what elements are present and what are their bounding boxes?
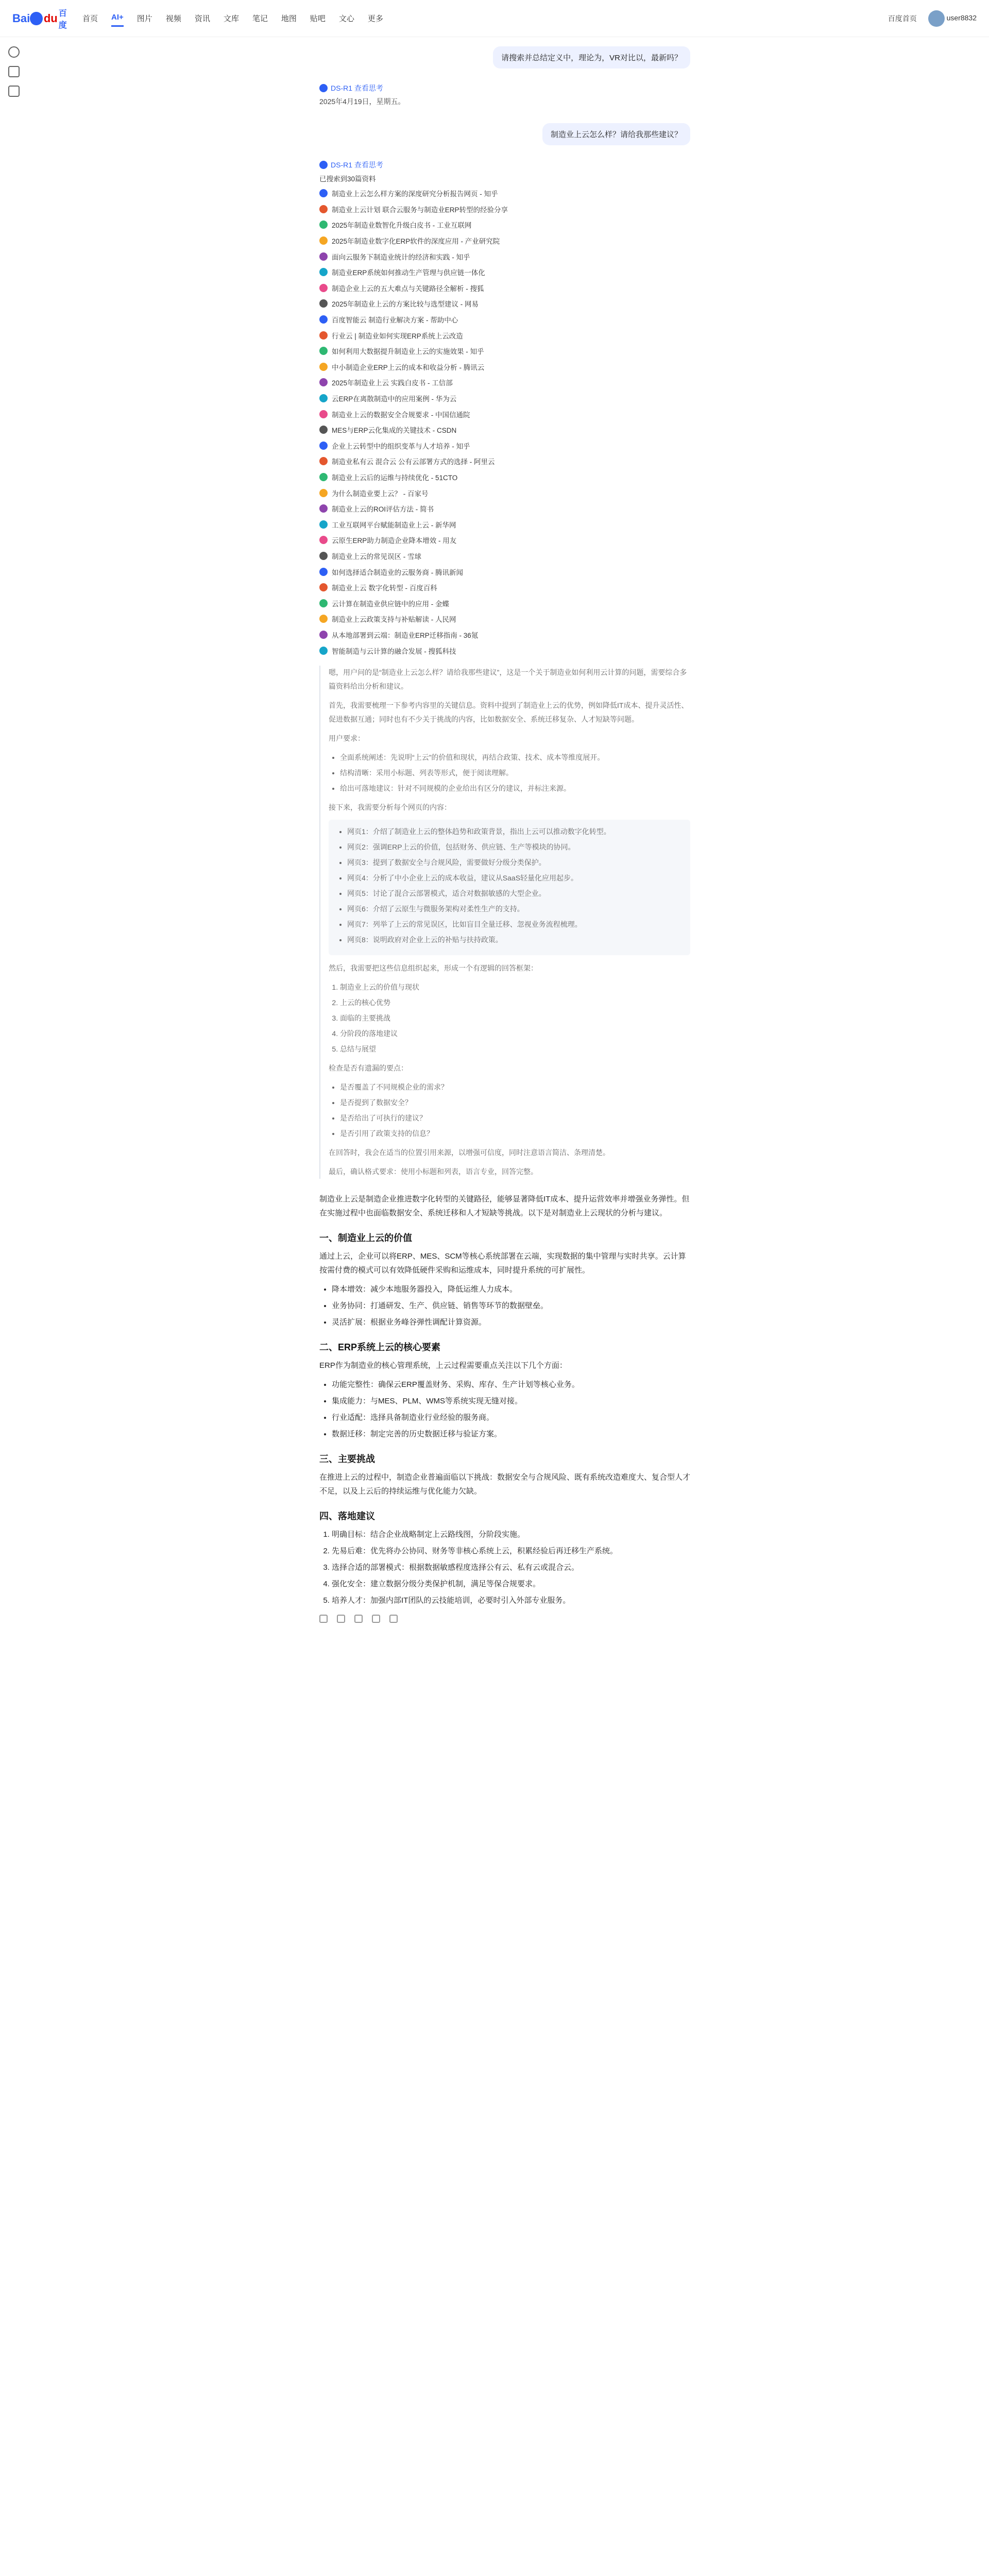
history-icon[interactable] [8, 66, 20, 77]
reference-item[interactable] [319, 312, 690, 328]
site-favicon-icon [319, 205, 328, 213]
nav-item[interactable]: 笔记 [252, 14, 268, 23]
reference-item[interactable] [319, 627, 690, 643]
section-list [332, 1528, 690, 1607]
reference-item[interactable] [319, 391, 690, 406]
think-list-item: 1. 制造业上云的价值与现状 [340, 980, 690, 994]
section-list-item: 1. 明确目标：结合企业战略制定上云路线图，分阶段实施。 [332, 1528, 690, 1541]
refs-title: 已搜索到30篇资料 [319, 175, 376, 183]
site-favicon-icon [319, 315, 328, 324]
think-paragraph: 在回答时，我会在适当的位置引用来源，以增强可信度，同时注意语言简洁、条理清楚。 [329, 1148, 610, 1157]
nav-item[interactable]: 更多 [367, 14, 383, 23]
think-paragraph: 接下来，我需要分析每个网页的内容： [329, 803, 451, 811]
site-favicon-icon [319, 568, 328, 576]
think-list-item: • 网页2：强调ERP上云的价值，包括财务、供应链、生产等模块的协同。 [347, 840, 683, 854]
think-list-item: • 给出可落地建议：针对不同规模的企业给出有区分的建议，并标注来源。 [340, 782, 690, 795]
site-favicon-icon [319, 284, 328, 292]
reference-title: 为什么制造业要上云？ - 百家号 [332, 489, 429, 498]
username: user8832 [946, 13, 977, 22]
reference-title: 云原生ERP助力制造企业降本增效 - 用友 [332, 537, 457, 545]
conversation [319, 41, 690, 1623]
think-list-item: • 全面系统阐述：先说明“上云”的价值和现状，再结合政策、技术、成本等维度展开。 [340, 751, 690, 765]
reference-title: 面向云服务下制造业统计的经济和实践 - 知乎 [332, 253, 470, 261]
reference-item[interactable] [319, 406, 690, 422]
think-list-item: • 是否提到了数据安全？ [340, 1096, 690, 1110]
section-heading: 四、落地建议 [319, 1511, 375, 1521]
nav-item[interactable]: 文库 [223, 14, 239, 23]
think-list [340, 751, 690, 795]
section-heading: 一、制造业上云的价值 [319, 1232, 412, 1243]
reference-item[interactable] [319, 217, 690, 233]
reference-item[interactable] [319, 595, 690, 611]
reference-item[interactable] [319, 359, 690, 375]
reference-title: 2025年制造业上云 实践白皮书 - 工信部 [332, 379, 453, 387]
think-paragraph: 用户要求： [329, 734, 365, 742]
think-toggle[interactable] [319, 160, 690, 170]
reference-item[interactable] [319, 516, 690, 532]
think-label: DS-R1 查看思考 [331, 161, 383, 169]
section-list-item: • 数据迁移：制定完善的历史数据迁移与验证方案。 [332, 1427, 690, 1441]
reference-item[interactable] [319, 201, 690, 217]
reference-title: 智能制造与云计算的融合发展 - 搜狐科技 [332, 647, 456, 655]
left-rail [8, 46, 23, 97]
nav-item[interactable]: 贴吧 [310, 14, 326, 23]
section-list [332, 1378, 690, 1441]
nav-item[interactable]: 图片 [137, 14, 152, 23]
section-list-item: 2. 先易后难：优先将办公协同、财务等非核心系统上云，积累经验后再迁移生产系统。 [332, 1544, 690, 1558]
site-favicon-icon [319, 189, 328, 197]
reference-title: 制造业上云的常见误区 - 雪球 [332, 552, 421, 561]
section-paragraph: ERP作为制造业的核心管理系统，上云过程需要重点关注以下几个方面： [319, 1361, 567, 1370]
section-heading: 二、ERP系统上云的核心要素 [319, 1342, 441, 1352]
site-favicon-icon [319, 457, 328, 465]
think-list-item: 5. 总结与展望 [340, 1042, 690, 1056]
regenerate-icon[interactable] [337, 1615, 345, 1623]
copy-icon[interactable] [319, 1615, 328, 1623]
section-list-item: 3. 选择合适的部署模式：根据数据敏感程度选择公有云、私有云或混合云。 [332, 1561, 690, 1574]
section-heading: 三、主要挑战 [319, 1453, 375, 1464]
site-favicon-icon [319, 631, 328, 639]
think-list-item: • 网页3：提到了数据安全与合规风险，需要做好分级分类保护。 [347, 856, 683, 870]
reference-title: 如何利用大数据提升制造业上云的实施效果 - 知乎 [332, 348, 484, 356]
site-favicon-icon [319, 615, 328, 623]
site-favicon-icon [319, 236, 328, 245]
thumb-down-icon[interactable] [372, 1615, 380, 1623]
think-list-item: • 是否引用了政策支持的信息？ [340, 1127, 690, 1141]
reference-title: 制造业上云怎么样方案的深度研究分析报告网页 - 知乎 [332, 190, 498, 198]
reference-item[interactable] [319, 469, 690, 485]
think-highlight [329, 820, 690, 955]
answer-intro: 制造业上云是制造企业推进数字化转型的关键路径，能够显著降低IT成本、提升运营效率并增强业务弹性。但在实施过程中也面临数据安全、系统迁移和人才短缺等挑战。以下是对制造业上云现状的分析与建议。 [319, 1194, 690, 1217]
site-favicon-icon [319, 394, 328, 402]
think-paragraph: 然后，我需要把这些信息组织起来，形成一个有逻辑的回答框架： [329, 963, 538, 972]
site-favicon-icon [319, 504, 328, 513]
reference-title: 企业上云转型中的组织变革与人才培养 - 知乎 [332, 442, 470, 450]
think-list-item: • 网页6：介绍了云原生与微服务架构对柔性生产的支持。 [347, 902, 683, 916]
collection-icon[interactable] [8, 86, 20, 97]
site-favicon-icon [319, 347, 328, 355]
reference-title: 2025年制造业数字化ERP软件的深度应用 - 产业研究院 [332, 238, 500, 246]
reference-title: 如何选择适合制造业的云服务商 - 腾讯新闻 [332, 568, 463, 577]
reference-item[interactable] [319, 532, 690, 548]
share-icon[interactable] [389, 1615, 398, 1623]
site-favicon-icon [319, 221, 328, 229]
think-paragraph: 最后，确认格式要求：使用小标题和列表，语言专业，回答完整。 [329, 1167, 538, 1176]
reference-title: 行业云 | 制造业如何实现ERP系统上云改造 [332, 332, 463, 340]
top-bar [0, 0, 989, 37]
nav-item[interactable]: 视频 [165, 14, 181, 23]
reference-item[interactable] [319, 375, 690, 391]
think-list-item: 4. 分阶段的落地建议 [340, 1027, 690, 1041]
reference-item[interactable] [319, 611, 690, 627]
section-paragraph: 通过上云，企业可以将ERP、MES、SCM等核心系统部署在云端，实现数据的集中管理与实时共享。云计算按需付费的模式可以有效降低硬件采购和运维成本，同时提升系统的可扩展性。 [319, 1251, 686, 1275]
nav-item[interactable]: 资讯 [194, 14, 210, 23]
user-message: 制造业上云怎么样？请给我那些建议？ [542, 123, 690, 145]
site-favicon-icon [319, 378, 328, 386]
think-list [347, 825, 683, 947]
reference-title: MES与ERP云化集成的关键技术 - CSDN [332, 427, 457, 435]
reference-title: 制造业上云计划 联合云服务与制造业ERP转型的经验分享 [332, 206, 508, 214]
header-right [888, 10, 977, 27]
site-favicon-icon [319, 536, 328, 544]
reference-title: 工业互联网平台赋能制造业上云 - 新华网 [332, 521, 456, 529]
logo-text-du: du [43, 11, 58, 25]
think-list-item: • 网页1：介绍了制造业上云的整体趋势和政策背景，指出上云可以推动数字化转型。 [347, 825, 683, 839]
nav-item[interactable]: 文心 [338, 14, 354, 23]
think-toggle[interactable] [319, 83, 690, 93]
site-favicon-icon [319, 410, 328, 418]
think-paragraph: 嗯，用户问的是“制造业上云怎么样？请给我那些建议”，这是一个关于制造业如何利用云计算的问题，需要综合多篇资料给出分析和建议。 [329, 668, 687, 690]
site-favicon-icon [319, 268, 328, 276]
section-list-item: 4. 强化安全：建立数据分级分类保护机制，满足等保合规要求。 [332, 1577, 690, 1591]
answer-text: 2025年4月19日，星期五。 [319, 97, 405, 106]
reference-item[interactable] [319, 485, 690, 501]
baidu-home-link[interactable]: 百度首页 [888, 14, 917, 23]
reference-item[interactable] [319, 564, 690, 580]
avatar [928, 10, 945, 27]
reference-title: 中小制造企业ERP上云的成本和收益分析 - 腾讯云 [332, 363, 485, 371]
baidu-logo[interactable] [12, 7, 74, 30]
model-icon [319, 84, 328, 92]
think-list-item: 2. 上云的核心优势 [340, 996, 690, 1010]
think-list-item: 3. 面临的主要挑战 [340, 1011, 690, 1025]
think-list-item: • 网页4：分析了中小企业上云的成本收益，建议从SaaS轻量化应用起步。 [347, 871, 683, 885]
think-paragraph: 检查是否有遗漏的要点： [329, 1063, 408, 1072]
reference-title: 制造业上云政策支持与补贴解读 - 人民网 [332, 616, 456, 624]
answer-toolbar [319, 1615, 690, 1623]
section-paragraph: 在推进上云的过程中，制造企业普遍面临以下挑战：数据安全与合规风险、既有系统改造难度大、复合型人才不足，以及上云后的持续运维与优化能力欠缺。 [319, 1472, 691, 1496]
site-favicon-icon [319, 552, 328, 560]
nav-item[interactable]: 首页 [82, 14, 98, 23]
user-menu[interactable] [928, 10, 977, 27]
reference-title: 制造业私有云 混合云 公有云部署方式的选择 - 阿里云 [332, 458, 495, 466]
reference-item[interactable] [319, 185, 690, 201]
reference-title: 制造业上云 数字化转型 - 百度百科 [332, 584, 437, 592]
site-favicon-icon [319, 426, 328, 434]
paw-icon [30, 12, 43, 25]
reference-item[interactable] [319, 642, 690, 658]
reference-item[interactable] [319, 343, 690, 359]
reference-item[interactable] [319, 422, 690, 438]
section-list-item: 5. 培养人才：加强内部IT团队的云技能培训，必要时引入外部专业服务。 [332, 1594, 690, 1607]
think-list [340, 1080, 690, 1141]
logo-text-baidu: 百度 [58, 9, 67, 30]
user-message: 请搜索并总结定义中，理论为，VR对比以，最新吗？ [493, 46, 690, 69]
reference-title: 制造业上云后的运维与持续优化 - 51CTO [332, 473, 458, 482]
site-favicon-icon [319, 520, 328, 529]
thumb-up-icon[interactable] [354, 1615, 363, 1623]
model-icon [319, 161, 328, 169]
site-favicon-icon [319, 299, 328, 308]
site-favicon-icon [319, 647, 328, 655]
think-process [319, 666, 690, 1179]
reference-title: 制造业上云的数据安全合规要求 - 中国信通院 [332, 411, 470, 419]
reference-item[interactable] [319, 327, 690, 343]
section-list-item: • 降本增效：减少本地服务器投入，降低运维人力成本。 [332, 1282, 690, 1296]
think-label: DS-R1 查看思考 [331, 84, 383, 92]
section-list-item: • 行业适配：选择具备制造业行业经验的服务商。 [332, 1411, 690, 1425]
reference-item[interactable] [319, 501, 690, 517]
reference-title: 从本地部署到云端：制造业ERP迁移指南 - 36氪 [332, 631, 479, 639]
site-favicon-icon [319, 363, 328, 371]
reference-item[interactable] [319, 280, 690, 296]
reference-item[interactable] [319, 296, 690, 312]
think-list-item: • 结构清晰：采用小标题、列表等形式，便于阅读理解。 [340, 766, 690, 780]
reference-title: 制造业上云的ROI评估方法 - 简书 [332, 505, 434, 514]
site-favicon-icon [319, 489, 328, 497]
reference-item[interactable] [319, 453, 690, 469]
think-list-item: • 是否给出了可执行的建议？ [340, 1111, 690, 1125]
section-list [332, 1282, 690, 1329]
section-list-item: • 集成能力：与MES、PLM、WMS等系统实现无缝对接。 [332, 1394, 690, 1408]
reference-title: 2025年制造业上云的方案比较与选型建议 - 网易 [332, 300, 479, 309]
site-favicon-icon [319, 599, 328, 607]
nav-item[interactable]: 地图 [281, 14, 297, 23]
reference-list [319, 185, 690, 658]
site-favicon-icon [319, 442, 328, 450]
reference-title: 云计算在制造业供应链中的应用 - 金蝶 [332, 600, 449, 608]
reference-item[interactable] [319, 438, 690, 454]
logo-text-bai: Bai [12, 11, 30, 25]
nav-item[interactable]: AI+ [111, 10, 124, 27]
think-paragraph: 首先，我需要梳理一下参考内容里的关键信息。资料中提到了制造业上云的优势，例如降低IT成本、提升灵活性、促进数据互通；同时也有不少关于挑战的内容，比如数据安全、系统迁移复杂、人才短缺等问题。 [329, 701, 689, 723]
new-chat-icon[interactable] [8, 46, 20, 58]
reference-item[interactable] [319, 264, 690, 280]
reference-title: 制造企业上云的五大难点与关键路径全解析 - 搜狐 [332, 284, 484, 293]
reference-item[interactable] [319, 580, 690, 596]
reference-title: 制造业ERP系统如何推动生产管理与供应链一体化 [332, 269, 485, 277]
section-list-item: • 业务协同：打通研发、生产、供应链、销售等环节的数据壁垒。 [332, 1299, 690, 1313]
site-favicon-icon [319, 473, 328, 481]
site-favicon-icon [319, 583, 328, 591]
site-favicon-icon [319, 331, 328, 340]
site-favicon-icon [319, 252, 328, 261]
main-nav [82, 10, 383, 27]
answer-sections [319, 1231, 690, 1607]
think-list-item: • 网页5：讨论了混合云部署模式，适合对数据敏感的大型企业。 [347, 887, 683, 901]
think-list-item: • 是否覆盖了不同规模企业的需求？ [340, 1080, 690, 1094]
reference-item[interactable] [319, 548, 690, 564]
reference-title: 百度智能云 制造行业解决方案 - 帮助中心 [332, 316, 458, 325]
think-list [340, 980, 690, 1056]
section-list-item: • 灵活扩展：根据业务峰谷弹性调配计算资源。 [332, 1315, 690, 1329]
reference-title: 2025年制造业数智化升级白皮书 - 工业互联网 [332, 222, 472, 230]
think-list-item: • 网页7：列举了上云的常见误区，比如盲目全量迁移、忽视业务流程梳理。 [347, 918, 683, 931]
section-list-item: • 功能完整性：确保云ERP覆盖财务、采购、库存、生产计划等核心业务。 [332, 1378, 690, 1392]
reference-item[interactable] [319, 248, 690, 264]
reference-title: 云ERP在离散制造中的应用案例 - 华为云 [332, 395, 457, 403]
reference-item[interactable] [319, 233, 690, 249]
final-answer [319, 1192, 690, 1623]
think-list-item: • 网页8：说明政府对企业上云的补贴与扶持政策。 [347, 933, 683, 947]
